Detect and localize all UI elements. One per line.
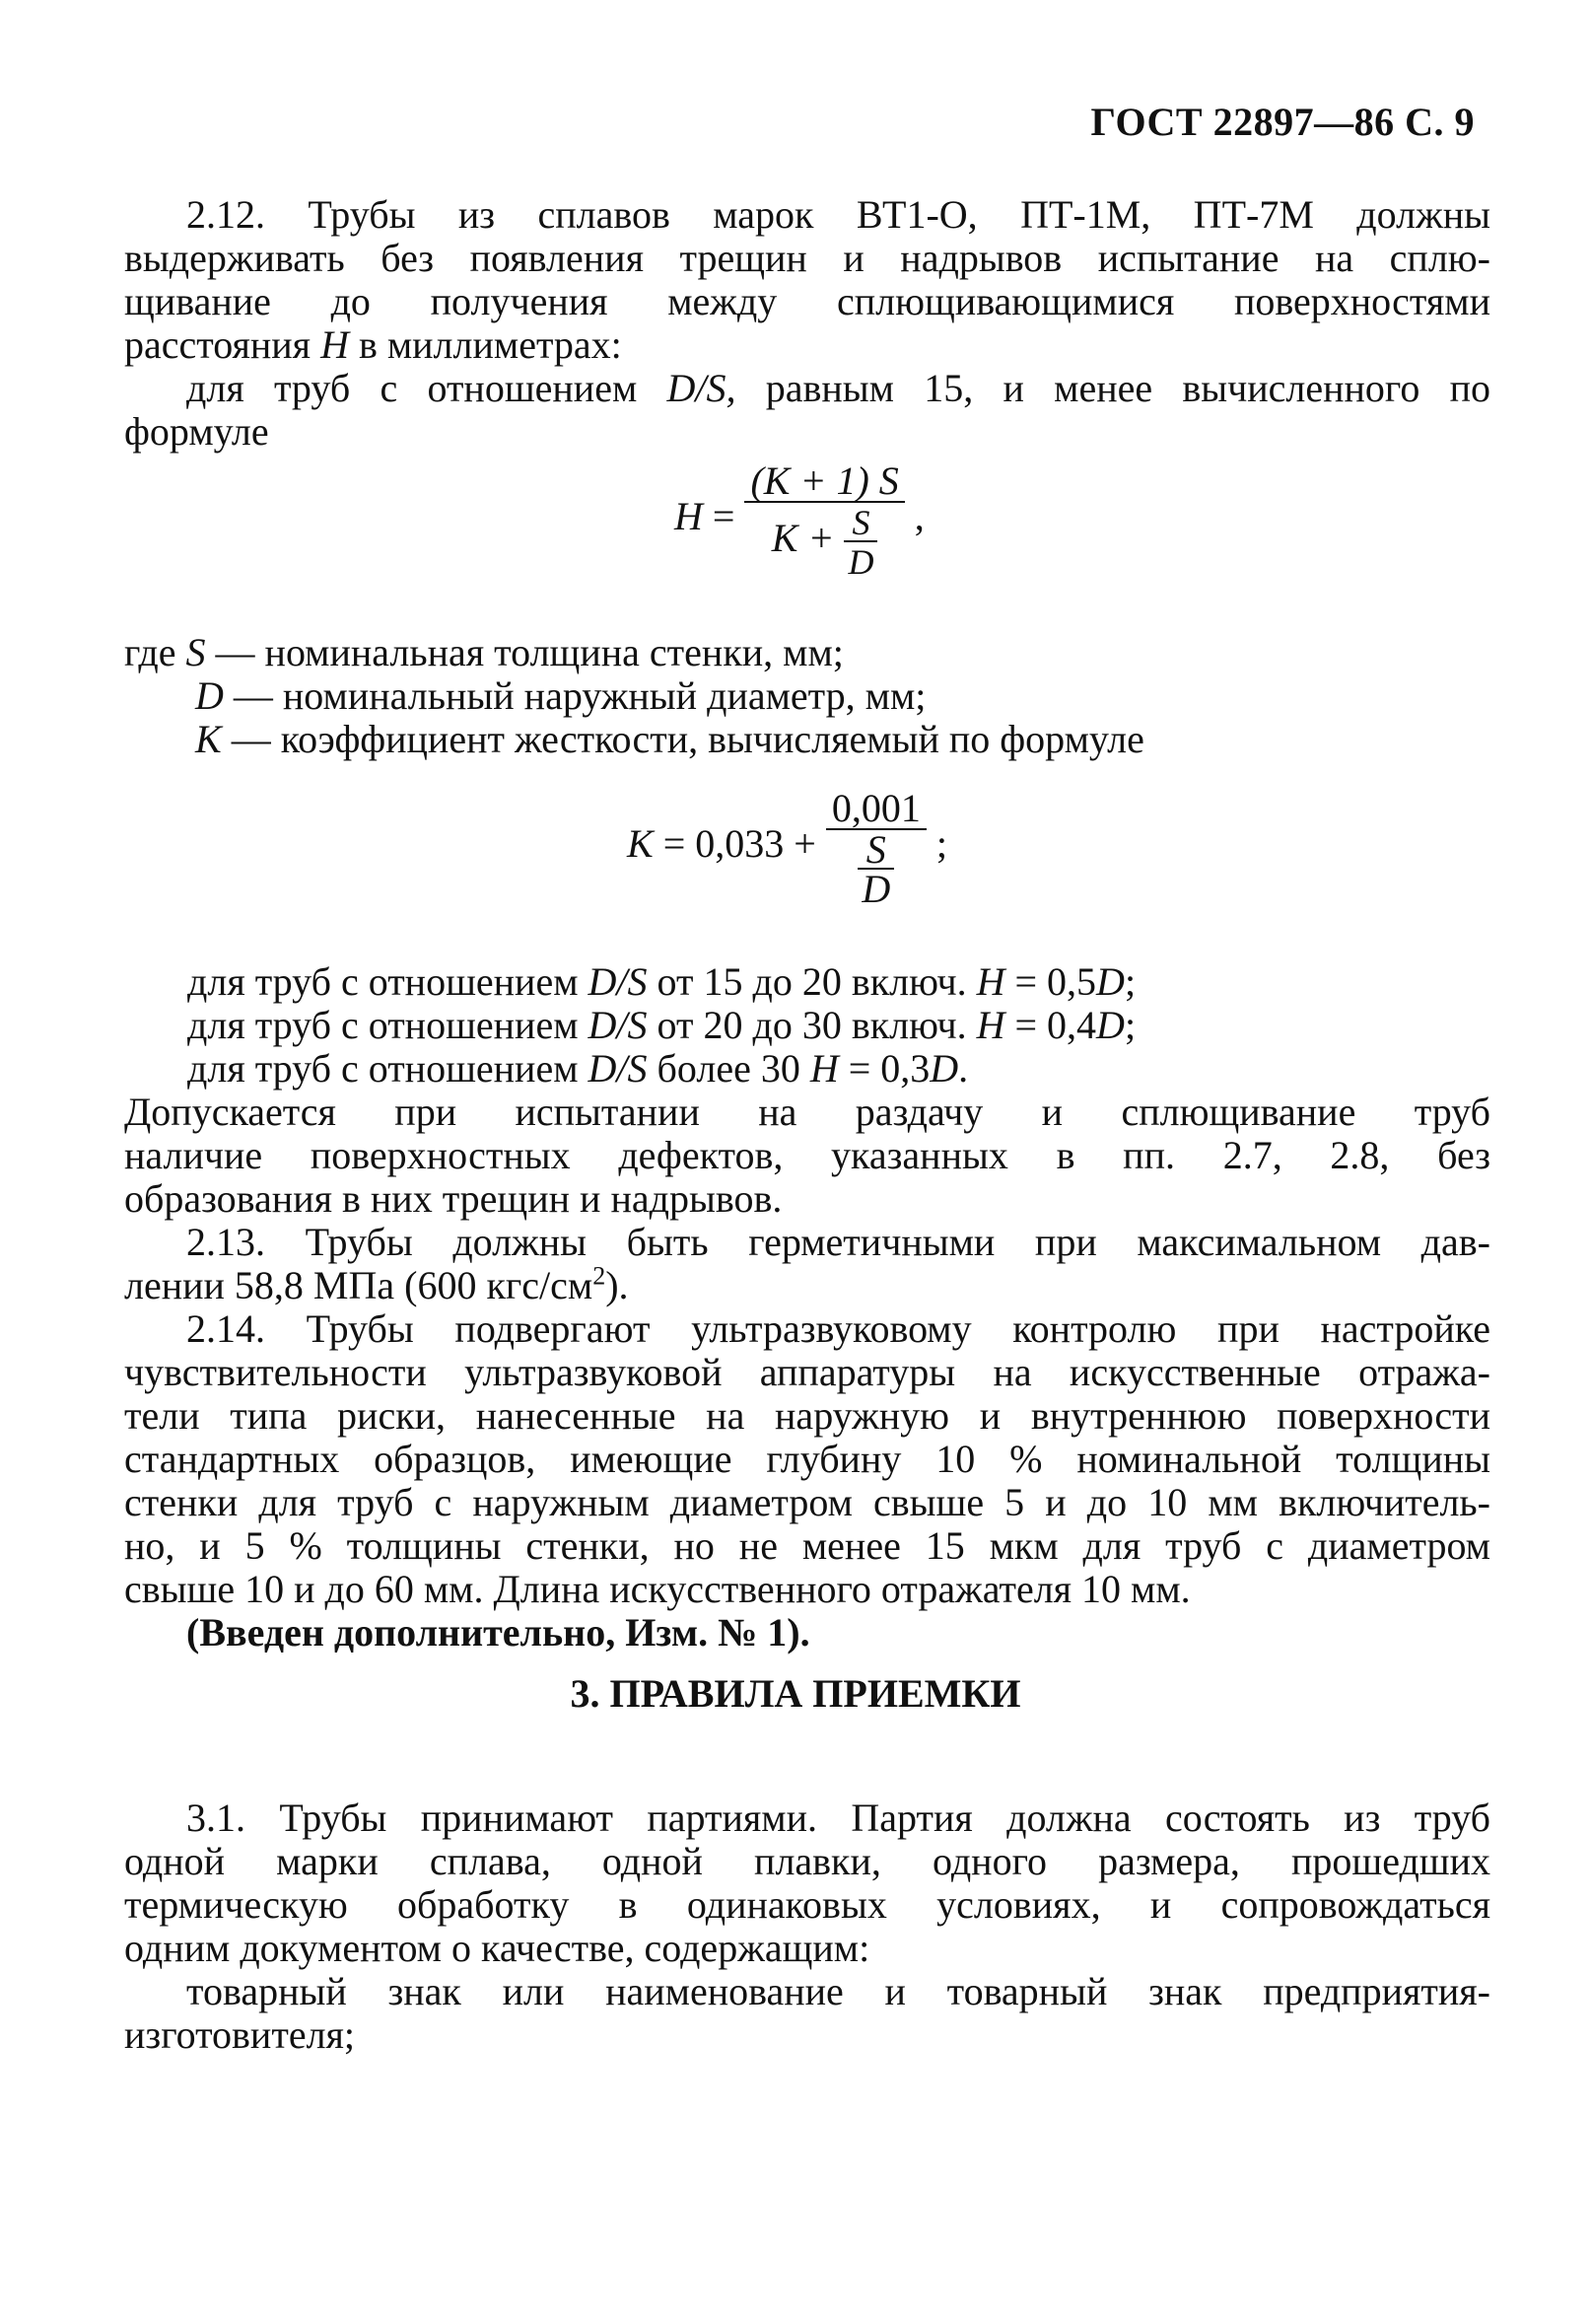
text-line: стандартных образцов, имеющие глубину 10 % номинальной толщины <box>124 1437 1490 1481</box>
text-line: D — номинальный наружный диаметр, мм; <box>195 673 927 718</box>
text-line: одной марки сплава, одной плавки, одного размера, прошедших <box>124 1839 1490 1883</box>
text-line: выдерживать без появления трещин и надрывов испытание на сплю- <box>124 236 1490 280</box>
text-line: для труб с отношением D/S от 15 до 20 включ. H = 0,5D; <box>187 959 1137 1004</box>
text-line: 2.12. Трубы из сплавов марок ВТ1-О, ПТ-1М, ПТ-7М должны <box>186 192 1490 237</box>
text-line: для труб с отношением D/S от 20 до 30 включ. H = 0,4D; <box>187 1003 1137 1047</box>
text-line: лении 58,8 МПа (600 кгс/$см^2$). <box>124 1261 629 1307</box>
text-line: свыше 10 и до 60 мм. Длина искусственного отражателя 10 мм. <box>124 1567 1191 1611</box>
legend-block <box>124 631 1490 761</box>
text-line: для труб с отношением D/S более 30 H = 0,3D. <box>187 1046 969 1091</box>
text-line: но, и 5 % толщины стенки, но не менее 15 мкм для труб с диаметром <box>124 1523 1490 1568</box>
fraction: $\frac{0,001}{\frac{S}{D}}$ <box>826 789 927 907</box>
paragraph-3-1 <box>124 1796 1490 2057</box>
text-line: 3.1. Трубы принимают партиями. Партия должна состоять из труб <box>186 1796 1490 1840</box>
formula-k: K = 0,033 + $\frac{0,001}{\frac{S}{D}}$ ; <box>627 786 947 911</box>
text-line: стенки для труб с наружным диаметром свыше 5 и до 10 мм включитель- <box>124 1480 1490 1524</box>
section-title: 3. ПРАВИЛА ПРИЕМКИ <box>570 1671 1021 1716</box>
text-line: для труб с отношением D/S, равным 15, и менее вычисленного по <box>186 366 1490 410</box>
text-line: формуле <box>124 409 269 454</box>
page-header: ГОСТ 22897—86 С. 9 <box>1090 100 1475 144</box>
text-line: K — коэффициент жесткости, вычисляемый по формуле <box>195 717 1144 761</box>
text-line: 2.13. Трубы должны быть герметичными при максимальном дав- <box>186 1220 1490 1264</box>
text-line: тели типа риски, нанесенные на наружную и внутреннюю поверхности <box>124 1393 1490 1438</box>
fraction: (K + 1) S K + $\frac{S}{D}$ <box>744 461 904 580</box>
text-line: 2.14. Трубы подвергают ультразвуковому контролю при настройке <box>186 1306 1490 1351</box>
formula-h: H = (K + 1) S K + $\frac{S}{D}$ , <box>674 458 925 582</box>
text-line: одним документом о качестве, содержащим: <box>124 1926 870 1970</box>
text-line: щивание до получения между сплющивающимися поверхностями <box>124 279 1490 323</box>
text-line: товарный знак или наименование и товарный знак предприятия- <box>186 1969 1490 2013</box>
text-line: чувствительности ультразвуковой аппаратуры на искусственные отража- <box>124 1350 1490 1394</box>
text-line: Допускается при испытании на раздачу и сплющивание труб <box>124 1090 1490 1134</box>
text-line: наличие поверхностных дефектов, указанных в пп. 2.7, 2.8, без <box>124 1133 1490 1177</box>
text-line: изготовителя; <box>124 2012 356 2057</box>
text-line: расстояния H в миллиметрах: <box>124 322 622 367</box>
paragraph-2-12 <box>124 193 1490 454</box>
text-line: термическую обработку в одинаковых условиях, и сопровождаться <box>124 1882 1490 1927</box>
paragraph-allow <box>124 1091 1490 1655</box>
text-line: образования в них трещин и надрывов. <box>124 1176 783 1221</box>
ratio-list <box>187 960 1554 1091</box>
text-line: где S — номинальная толщина стенки, мм; <box>124 630 844 674</box>
formula-lhs: H <box>674 494 703 539</box>
amendment-note: (Введен дополнительно, Изм. № 1). <box>186 1610 810 1655</box>
